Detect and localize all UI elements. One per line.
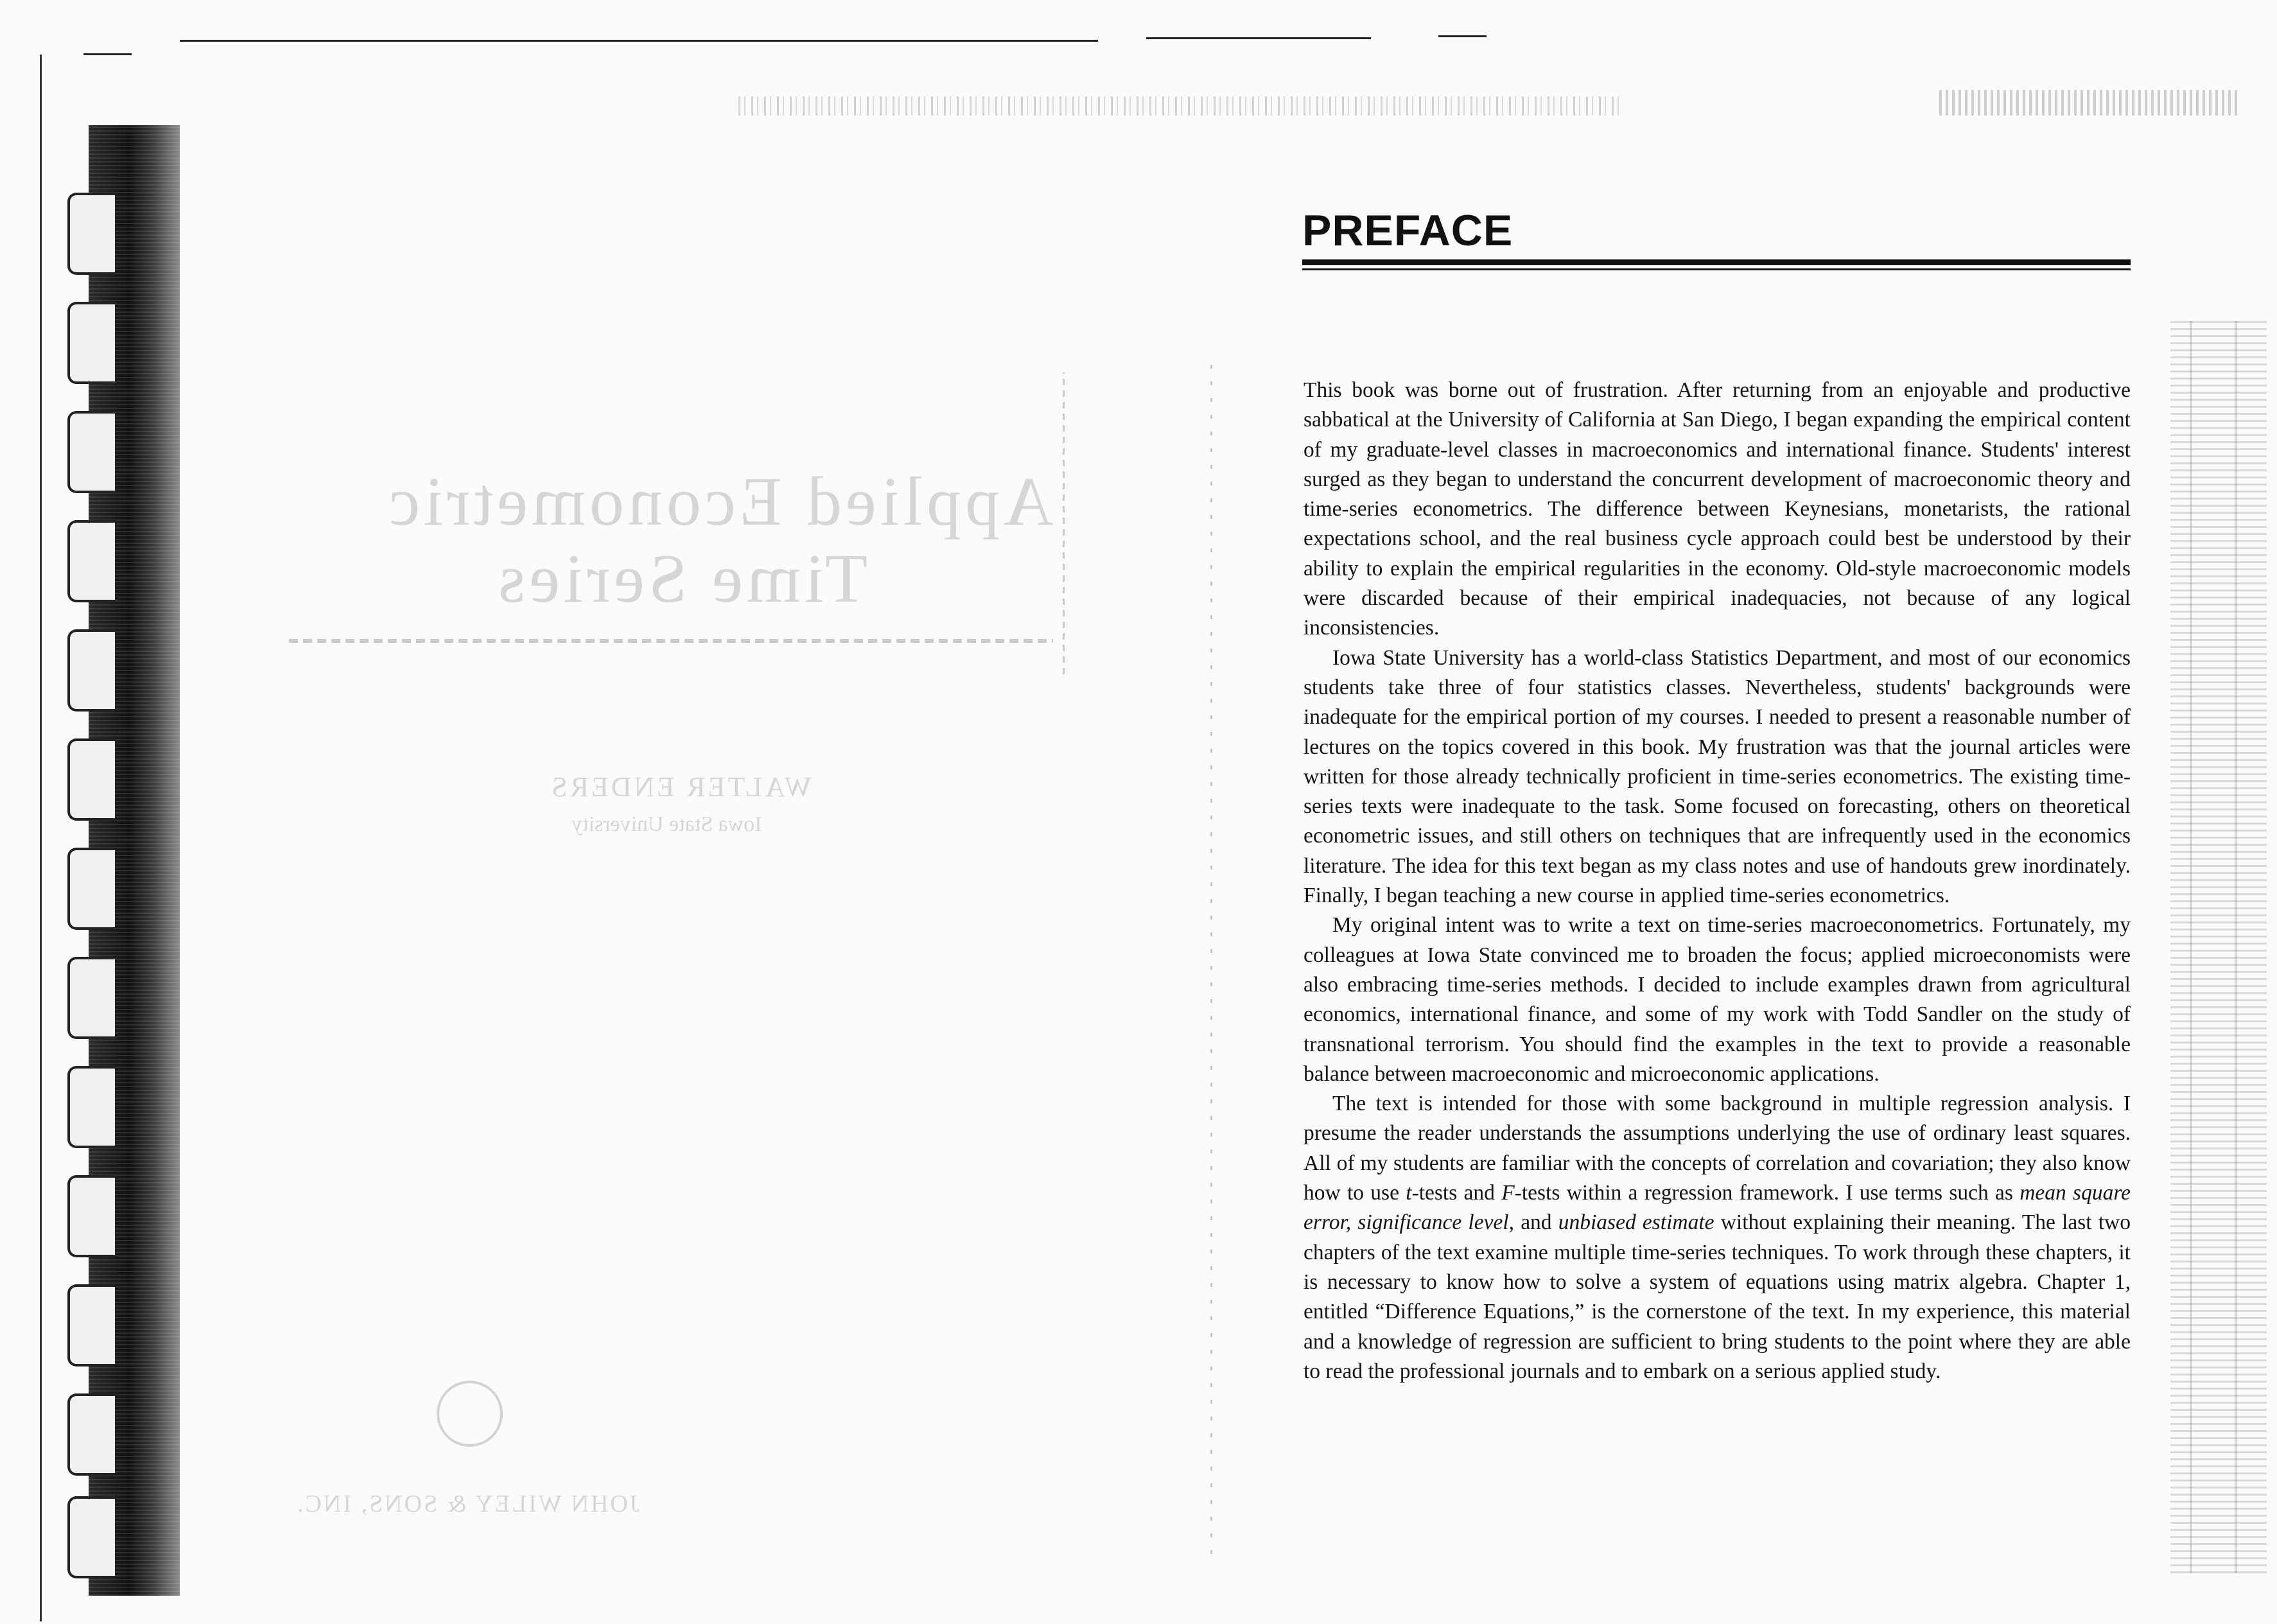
binding-loop [67, 411, 115, 493]
binding-loop [67, 848, 115, 930]
top-rule-center [1146, 37, 1371, 39]
italic-term: t [1406, 1181, 1412, 1205]
paragraph-text: and [1514, 1210, 1558, 1235]
binding-loop [67, 1066, 115, 1148]
ghost-vertical-rule [1063, 372, 1065, 674]
italic-term: unbiased estimate [1558, 1210, 1714, 1235]
paragraph [1304, 1089, 2131, 1386]
binding-loop [67, 520, 115, 602]
ghost-book-subtitle: Time Series [494, 541, 868, 617]
binding-loop [67, 1393, 115, 1476]
italic-term: mean square error, significance level, [1304, 1181, 2131, 1235]
binding-loop [67, 1496, 115, 1578]
page-title: PREFACE [1302, 206, 1514, 255]
title-rule-thick [1302, 259, 2131, 265]
ghost-publisher: JOHN WILEY & SONS, INC. [295, 1490, 640, 1517]
top-rule-right [1438, 35, 1487, 37]
paragraph-text: without explaining their meaning. The last two chapters of the text examine multiple time-series techniques. To work through these chapters, it is necessary to know how to solve a system of equations using matrix algebra. Chapter 1, entitled “Difference Equations,” is the cornerstone of the text. In my experience, this material and a knowledge of regression are sufficient to bring students to the point where they are able to read the professional journals and to embark on a serious applied study. [1304, 1210, 2131, 1383]
top-rule-main [180, 40, 1098, 42]
italic-term: F [1501, 1181, 1515, 1205]
paragraph [1304, 376, 2131, 643]
title-rule-thin [1302, 268, 2131, 270]
paragraph-text: The text is intended for those with some background in multiple regression analysis. I presume the reader understands the assumptions underlying the use of ordinary least squares. All of my students are familiar with the concepts of correlation and covariation; they also know how to use [1304, 1092, 2131, 1205]
publisher-logo [437, 1381, 503, 1447]
paragraph-text: -tests within a regression framework. I use terms such as [1514, 1181, 2020, 1205]
binding-loop [67, 957, 115, 1039]
ghost-author: WALTER ENDERS [549, 771, 812, 803]
paragraph-text: Iowa State University has a world-class Statistics Department, and most of our economics students take three of four statistics classes. Nevertheless, students' backgrounds were inadequate for the empirical portion of my courses. I needed to present a reasonable number of lectures on the topics covered in this book. My frustration was that the journal articles were written for those already technically proficient in time-series econometrics. The existing time-series texts were inadequate to the task. Some focused on forecasting, others on theoretical econometric issues, and still others on techniques that are infrequently used in the economics literature. The idea for this text began as my class notes and use of handouts grew inordinately. Finally, I began teaching a new course in applied time-series econometrics. [1304, 645, 2131, 908]
page-edge-line [40, 55, 42, 1621]
preface-body [1304, 376, 2131, 1386]
top-rule-left [83, 53, 132, 55]
binding-loop [67, 193, 115, 275]
binding-loop [67, 1284, 115, 1366]
scan-noise [738, 96, 1625, 116]
ghost-book-title: Applied Econometric [385, 464, 1054, 540]
scan-noise-right [1939, 90, 2241, 116]
binding-loop [67, 1175, 115, 1257]
paragraph-text: This book was borne out of frustration. After returning from an enjoyable and productive sabbatical at the University of California at San Diego, I began expanding the empirical content of my graduate-level classes in macroeconomics and international finance. Students' interest surged as they began to understand the concurrent development of macroeconomic theory and time-series econometrics. The difference between Keynesians, monetarists, the rational expectations school, and the real business cycle approach could best be understood by their ability to explain the empirical regularities in the economy. Old-style macroeconomic models were discarded because of their empirical inadequacies, not because of any logical inconsistencies. [1304, 378, 2131, 640]
paragraph [1304, 643, 2131, 911]
paragraph-text: -tests and [1411, 1181, 1502, 1205]
page-gutter [1210, 360, 1212, 1554]
paragraph [1304, 911, 2131, 1089]
ghost-title-rule [289, 639, 1053, 643]
ghost-affiliation: Iowa State University [571, 812, 762, 836]
paragraph-text: My original intent was to write a text on time-series macroeconometrics. Fortunately, my colleagues at Iowa State convinced me to broaden the focus; applied microeconomists were also embracing time-series methods. I decided to include examples drawn from agricultural economics, international finance, and some of my work with Todd Sandler on the study of transnational terrorism. You should find the examples in the text to provide a reasonable balance between macroeconomic and microeconomic applications. [1304, 913, 2131, 1086]
binding-loop [67, 302, 115, 384]
binding-loop [67, 629, 115, 712]
binding-loop [67, 738, 115, 821]
bleed-through-edge [2170, 321, 2267, 1573]
